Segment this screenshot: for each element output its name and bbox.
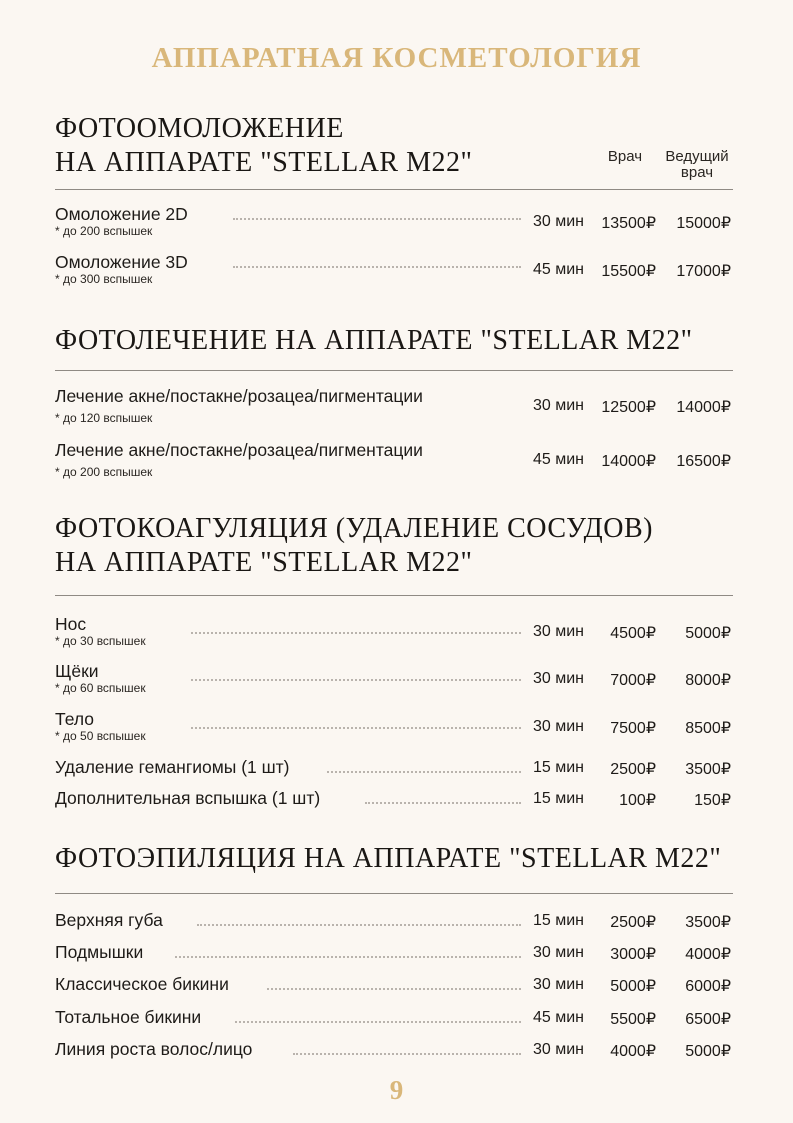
section-title <box>55 512 733 580</box>
price-row <box>55 204 733 244</box>
service-duration: 15 мин <box>532 759 584 776</box>
section-title <box>55 842 733 876</box>
price-doctor: 4500₽ <box>610 625 656 642</box>
leader-dots <box>233 218 521 220</box>
price-lead-doctor: 16500₽ <box>676 453 731 470</box>
price-lead-doctor: 6500₽ <box>685 1011 731 1028</box>
price-row <box>55 661 733 701</box>
service-note: * до 50 вспышек <box>55 729 146 743</box>
price-lead-doctor: 5000₽ <box>685 1043 731 1060</box>
leader-dots <box>293 1053 521 1055</box>
section-photorejuvenation <box>55 112 733 302</box>
service-duration: 30 мин <box>532 213 584 230</box>
price-doctor: 14000₽ <box>601 453 656 470</box>
leader-dots <box>267 988 521 990</box>
service-name: Щёки <box>55 661 102 682</box>
service-note: * до 200 вспышек <box>55 224 153 238</box>
section-photocoagulation <box>55 512 733 817</box>
page-title: АППАРАТНАЯ КОСМЕТОЛОГИЯ <box>151 42 642 74</box>
service-note: * до 60 вспышек <box>55 681 146 695</box>
leader-dots <box>191 727 521 729</box>
service-note: * до 120 вспышек <box>55 411 153 425</box>
leader-dots <box>233 266 521 268</box>
price-lead-doctor: 17000₽ <box>676 263 731 280</box>
section-title-line: ФОТОКОАГУЛЯЦИЯ (УДАЛЕНИЕ СОСУДОВ) <box>55 513 653 544</box>
price-doctor: 5000₽ <box>610 978 656 995</box>
service-name: Тело <box>55 709 97 730</box>
price-lead-doctor: 4000₽ <box>685 946 731 963</box>
leader-dots <box>365 802 521 804</box>
price-lead-doctor: 6000₽ <box>685 978 731 995</box>
price-row <box>55 788 733 828</box>
service-duration: 30 мин <box>532 397 584 414</box>
section-title-line: ФОТОЛЕЧЕНИЕ НА АППАРАТЕ "STELLAR M22" <box>55 325 693 356</box>
leader-dots <box>175 956 521 958</box>
column-header-doctor: Врач <box>607 148 643 165</box>
service-duration: 45 мин <box>532 261 584 278</box>
price-row <box>55 709 733 749</box>
service-duration: 30 мин <box>532 670 584 687</box>
price-doctor: 15500₽ <box>601 263 656 280</box>
service-name: Удаление гемангиомы (1 шт) <box>55 757 293 778</box>
page-number: 9 <box>389 1075 404 1105</box>
leader-dots <box>327 771 521 773</box>
price-doctor: 3000₽ <box>610 946 656 963</box>
service-duration: 45 мин <box>532 451 584 468</box>
leader-dots <box>235 1021 521 1023</box>
section-divider <box>55 595 733 596</box>
section-title-line: ФОТООМОЛОЖЕНИЕ <box>55 113 344 144</box>
price-row <box>55 252 733 292</box>
section-photoepilation <box>55 842 733 1067</box>
price-lead-doctor: 14000₽ <box>676 399 731 416</box>
price-doctor: 7000₽ <box>610 672 656 689</box>
price-row <box>55 1039 733 1079</box>
service-name: Подмышки <box>55 942 146 963</box>
service-note: * до 200 вспышек <box>55 465 153 479</box>
price-doctor: 5500₽ <box>610 1011 656 1028</box>
service-duration: 30 мин <box>532 1041 584 1058</box>
service-name: Классическое бикини <box>55 974 232 995</box>
section-divider <box>55 370 733 371</box>
service-note: * до 30 вспышек <box>55 634 146 648</box>
service-duration: 45 мин <box>532 1009 584 1026</box>
price-doctor: 12500₽ <box>601 399 656 416</box>
price-doctor: 2500₽ <box>610 761 656 778</box>
service-name: Лечение акне/постакне/розацеа/пигментации <box>55 440 426 461</box>
price-lead-doctor: 5000₽ <box>685 625 731 642</box>
price-row <box>55 440 733 480</box>
price-doctor: 2500₽ <box>610 914 656 931</box>
service-duration: 30 мин <box>532 623 584 640</box>
service-duration: 30 мин <box>532 944 584 961</box>
price-lead-doctor: 3500₽ <box>685 914 731 931</box>
price-row <box>55 614 733 654</box>
service-name: Дополнительная вспышка (1 шт) <box>55 788 323 809</box>
service-name: Линия роста волос/лицо <box>55 1039 255 1060</box>
service-duration: 30 мин <box>532 976 584 993</box>
section-title-line: ФОТОЭПИЛЯЦИЯ НА АППАРАТЕ "STELLAR M22" <box>55 843 722 874</box>
service-name: Верхняя губа <box>55 910 166 931</box>
price-doctor: 13500₽ <box>601 215 656 232</box>
service-note: * до 300 вспышек <box>55 272 153 286</box>
section-divider <box>55 893 733 894</box>
service-duration: 30 мин <box>532 718 584 735</box>
section-title-line: НА АППАРАТЕ "STELLAR M22" <box>55 547 473 578</box>
service-duration: 15 мин <box>532 912 584 929</box>
section-divider <box>55 189 733 190</box>
price-lead-doctor: 8000₽ <box>685 672 731 689</box>
leader-dots <box>197 924 521 926</box>
section-title <box>55 324 733 358</box>
price-lead-doctor: 3500₽ <box>685 761 731 778</box>
service-name: Омоложение 3D <box>55 252 191 273</box>
service-name: Лечение акне/постакне/розацеа/пигментации <box>55 386 426 407</box>
service-name: Омоложение 2D <box>55 204 191 225</box>
column-header-lead-doctor: Ведущий врач <box>665 148 729 181</box>
service-name: Тотальное бикини <box>55 1007 204 1028</box>
service-duration: 15 мин <box>532 790 584 807</box>
price-row <box>55 386 733 426</box>
price-lead-doctor: 150₽ <box>694 792 731 809</box>
price-doctor: 100₽ <box>619 792 656 809</box>
leader-dots <box>191 632 521 634</box>
section-title-line: НА АППАРАТЕ "STELLAR M22" <box>55 147 473 178</box>
leader-dots <box>191 679 521 681</box>
price-doctor: 4000₽ <box>610 1043 656 1060</box>
section-title <box>55 112 733 180</box>
service-name: Нос <box>55 614 89 635</box>
price-doctor: 7500₽ <box>610 720 656 737</box>
price-lead-doctor: 15000₽ <box>676 215 731 232</box>
section-phototherapy <box>55 324 733 494</box>
price-lead-doctor: 8500₽ <box>685 720 731 737</box>
